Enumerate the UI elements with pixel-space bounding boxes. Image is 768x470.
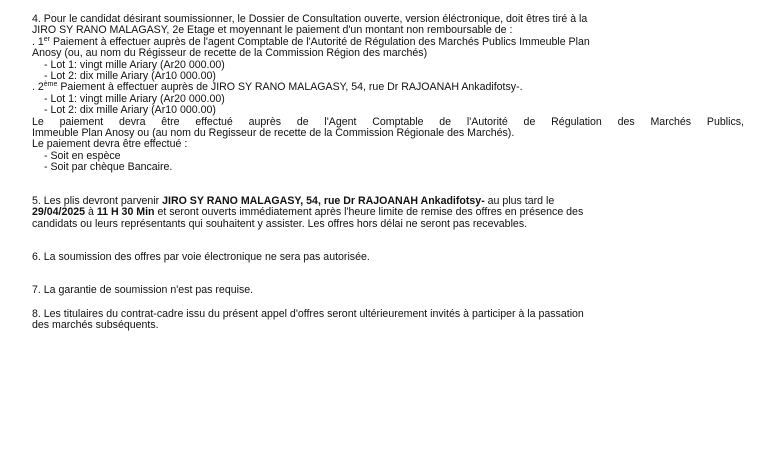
section-5-line-2 [32, 207, 744, 218]
spacer [32, 263, 744, 285]
payment-2-lot-1: - Lot 1: vingt mille Ariary (Ar20 000.00) [44, 92, 225, 105]
payment-2-lot-2: - Lot 2: dix mille Ariary (Ar10 000.00) [44, 104, 216, 117]
section-8-line-1: 8. Les titulaires du contrat-cadre issu du présent appel d'offres seront ultérieurement invités à participer à la passation [32, 307, 584, 320]
section-6: 6. La soumission des offres par voie électronique ne sera pas autorisée. [32, 250, 370, 263]
section-8-line-2: des marchés subséquents. [32, 319, 159, 332]
payment-1-ordinal: er [43, 35, 51, 43]
spacer [32, 297, 744, 309]
section-5-connector: à [85, 206, 97, 219]
section-5-line-3: candidats ou leurs représentants qui souhaitent y assister. Les offres hors délai ne seront pas recevables. [32, 217, 528, 230]
payment-1-lot-2: - Lot 2: dix mille Ariary (Ar10 000.00) [44, 70, 216, 83]
section-4 [32, 14, 744, 174]
section-5-opening-text: et seront ouverts immédiatement après l'heure limite de remise des offres en présence des [154, 206, 584, 219]
spacer [32, 174, 744, 196]
document-page [32, 14, 744, 332]
section-8 [32, 309, 744, 332]
payment-2-ordinal: ème [43, 81, 58, 89]
payment-2-text: Paiement à effectuer auprès de JIRO SY RANO MALAGASY, 54, rue Dr RAJOANAH Ankadifotsy-. [57, 81, 523, 94]
payment-mode-cheque: - Soit par chèque Bancaire. [44, 161, 173, 174]
delivery-address: JIRO SY RANO MALAGASY, 54, rue Dr RAJOANAH Ankadifotsy- [162, 194, 485, 207]
payment-1-text: Paiement à effectuer auprès de l'agent Comptable de l'Autorité de Régulation des Marchés Publics Immeuble Plan [50, 35, 590, 48]
payment-1-line-2: Anosy (ou, au nom du Régisseur de recette de la Commission Région des marchés) [32, 47, 428, 60]
payment-paragraph-line-2: Immeuble Plan Anosy ou (au nom du Regisseur de recette de la Commission Régionale des Marchés). [32, 127, 515, 140]
section-5-deadline-text: au plus tard le [484, 194, 555, 207]
spacer [32, 230, 744, 252]
payment-mode-cash: - Soit en espèce [44, 149, 121, 162]
payment-2-number: . 2 [32, 81, 44, 94]
section-5 [32, 196, 744, 230]
section-4-line-1: 4. Pour le candidat désirant soumissionner, le Dossier de Consultation ouverte, version éléctronique, doit êtres tiré à la [32, 13, 588, 25]
payment-1-lot-1: - Lot 1: vingt mille Ariary (Ar20 000.00) [44, 58, 225, 71]
section-4-line-2: JIRO SY RANO MALAGASY, 2e Etage et moyennant le paiement d'un montant non remboursable de : [32, 24, 513, 37]
deadline-date: 29/04/2025 [32, 206, 86, 219]
deadline-time: 11 H 30 Min [96, 206, 155, 219]
section-7: 7. La garantie de soumission n'est pas requise. [32, 284, 254, 297]
payment-paragraph-line-1: Le paiement devra être effectué auprès de l'Agent Comptable de l'Autorité de Régulation des Marchés Publics, [32, 115, 744, 128]
section-5-intro: 5. Les plis devront parvenir [32, 194, 163, 207]
payment-1-number: . 1 [32, 35, 44, 48]
payment-mode-title: Le paiement devra être effectué : [32, 138, 188, 151]
